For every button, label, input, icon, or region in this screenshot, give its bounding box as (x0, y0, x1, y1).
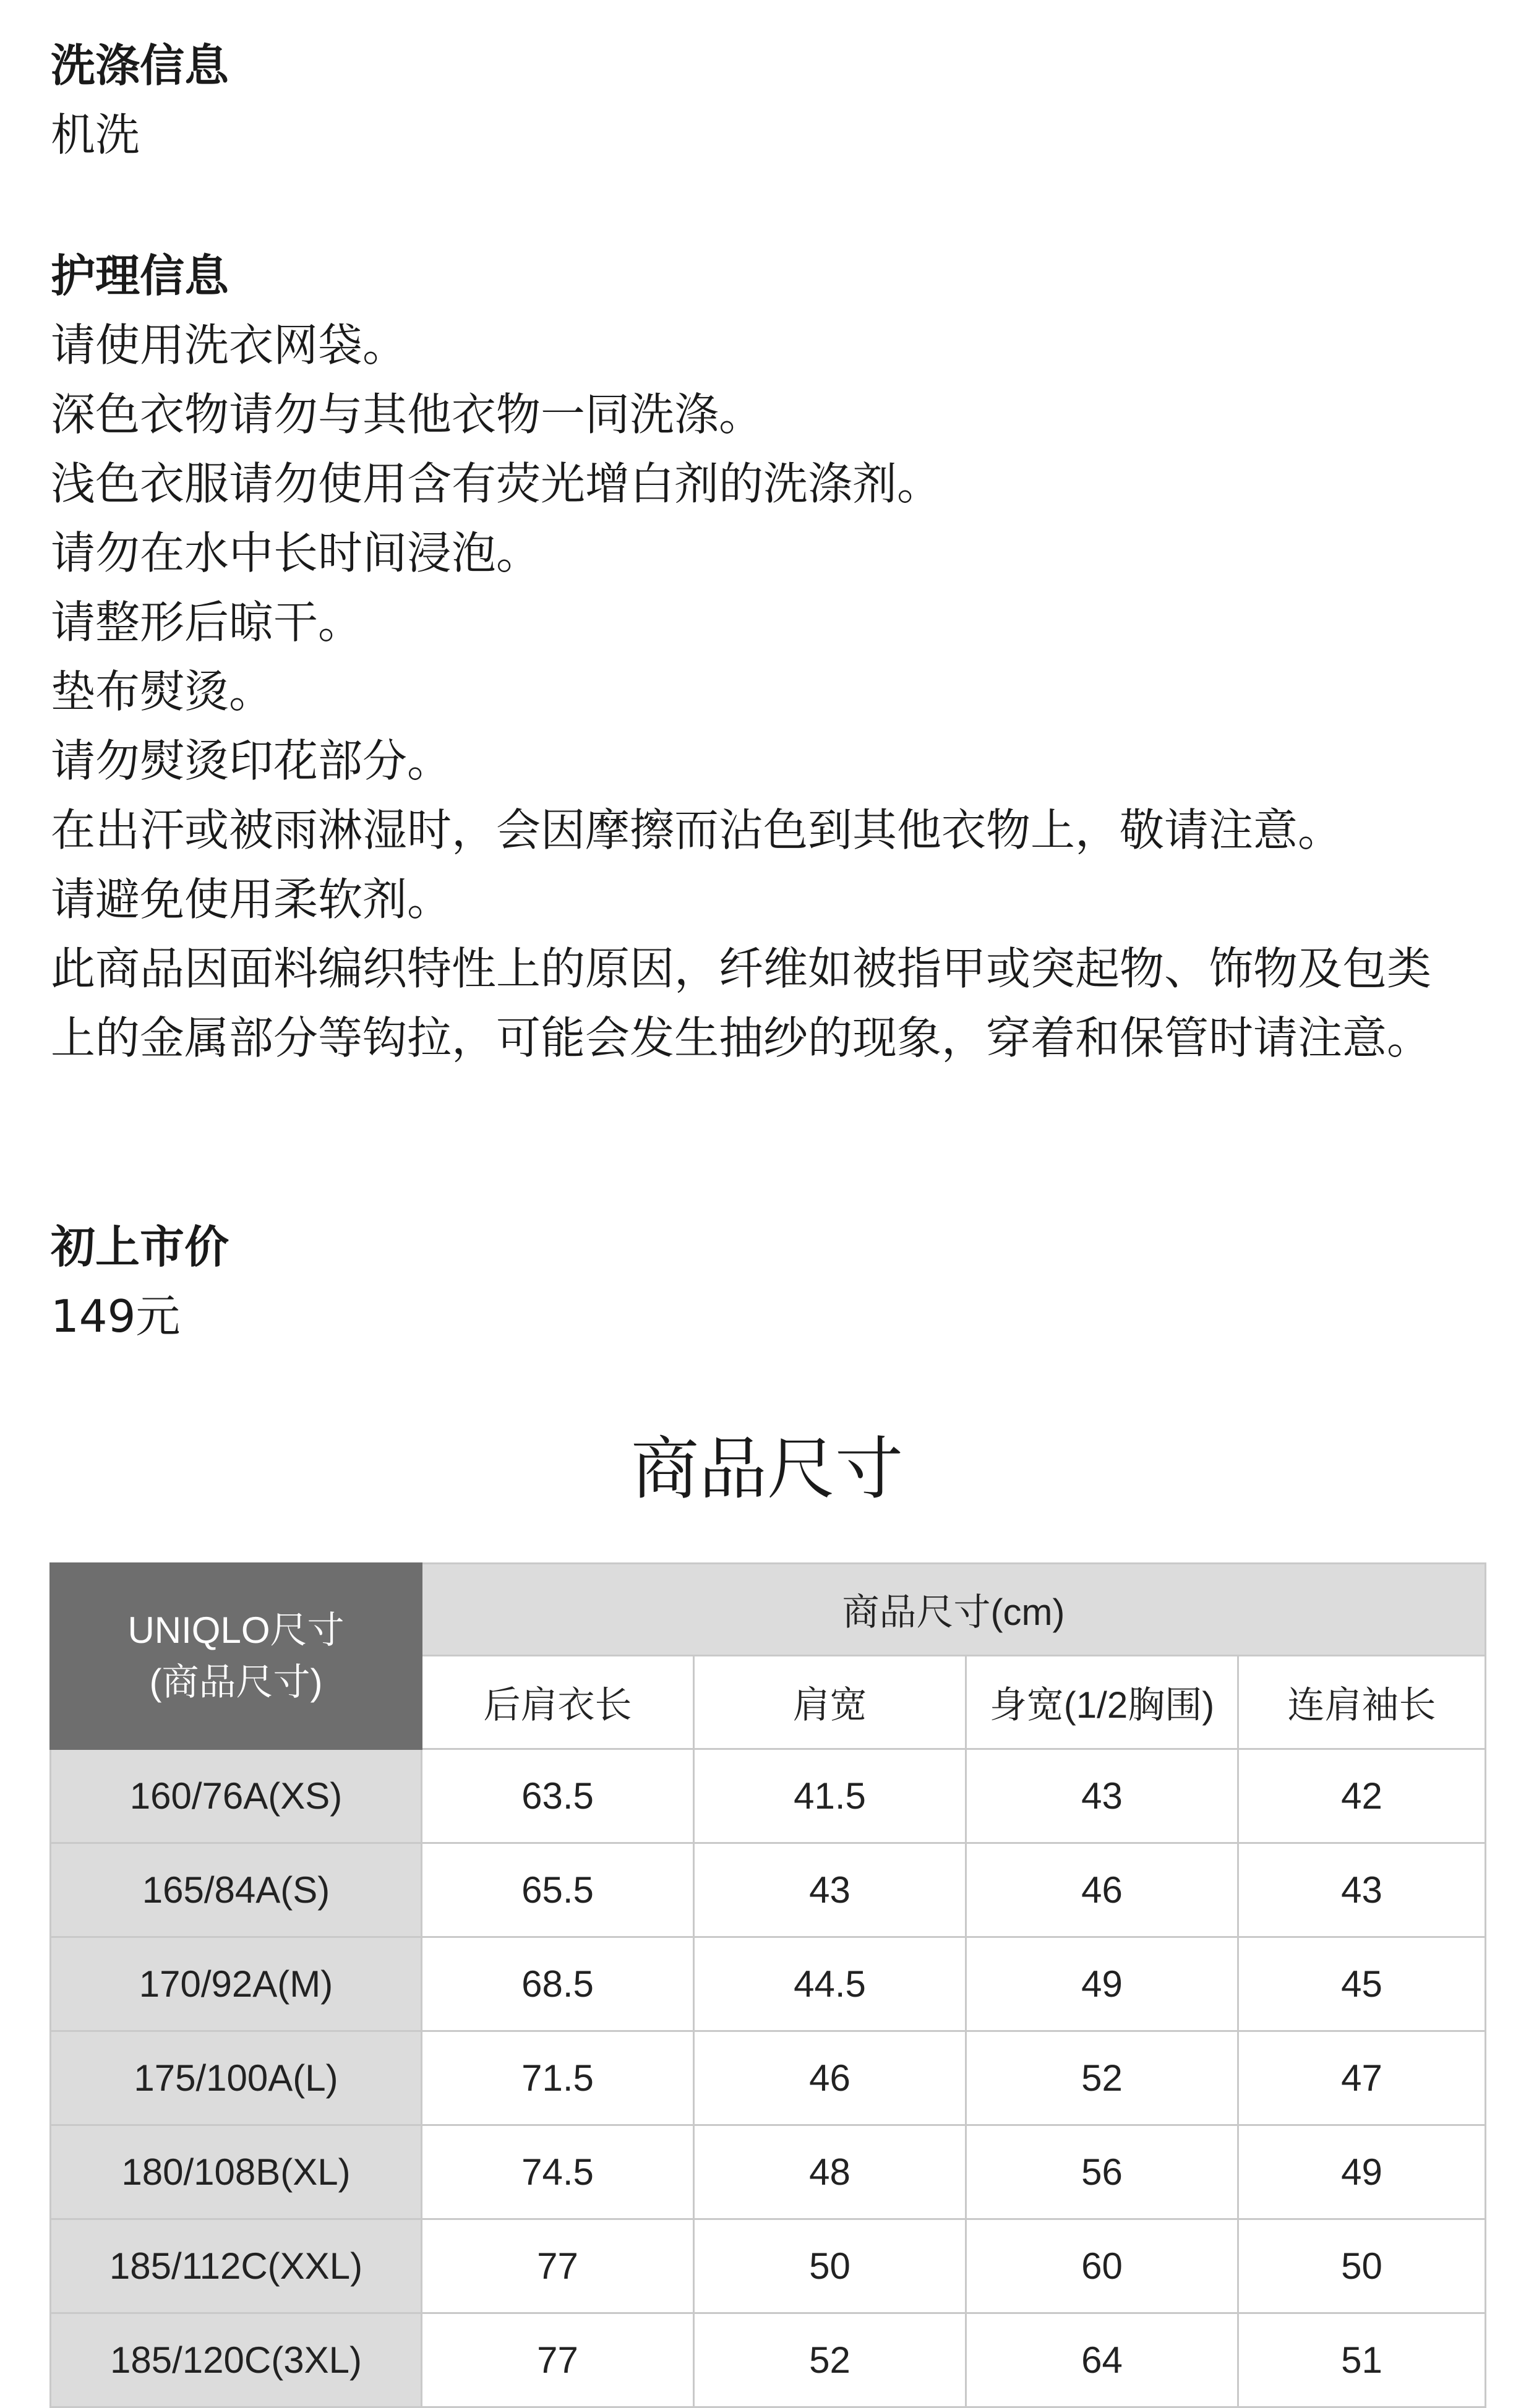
care-section (51, 241, 1483, 1073)
table-cell: 52 (694, 2313, 966, 2407)
table-cell: 46 (966, 1843, 1238, 1937)
care-line: 请整形后晾干。 (51, 596, 363, 648)
table-cell: 44.5 (694, 1937, 966, 2031)
size-label: 160/76A(XS) (51, 1749, 422, 1843)
table-cell: 43 (694, 1843, 966, 1937)
size-header-line-2: (商品尺寸) (149, 1661, 323, 1703)
price-section (51, 1212, 1483, 1351)
price-value: 149元 (51, 1290, 181, 1342)
table-row (51, 2125, 1486, 2219)
column-header: 连肩袖长 (1238, 1656, 1486, 1749)
care-line: 此商品因面料编织特性上的原因，纤维如被指甲或突起物、饰物及包类上的金属部分等钩拉，可能会发生抽纱的现象，穿着和保管时请注意。 (51, 943, 1432, 1064)
table-cell: 48 (694, 2125, 966, 2219)
size-label: 185/120C(3XL) (51, 2313, 422, 2407)
size-label: 175/100A(L) (51, 2031, 422, 2125)
care-list (51, 311, 1483, 1073)
table-cell: 41.5 (694, 1749, 966, 1843)
table-cell: 47 (1238, 2031, 1486, 2125)
table-cell: 77 (422, 2313, 694, 2407)
table-cell: 43 (1238, 1843, 1486, 1937)
table-cell: 63.5 (422, 1749, 694, 1843)
table-cell: 74.5 (422, 2125, 694, 2219)
table-cell: 64 (966, 2313, 1238, 2407)
table-row (51, 2031, 1486, 2125)
table-cell: 49 (966, 1937, 1238, 2031)
table-cell: 49 (1238, 2125, 1486, 2219)
table-row (51, 1749, 1486, 1843)
size-chart-table (49, 1562, 1486, 2408)
table-cell: 43 (966, 1749, 1238, 1843)
washing-section (51, 31, 1483, 169)
measurement-group-header: 商品尺寸(cm) (422, 1564, 1486, 1656)
size-chart-heading: 商品尺寸 (631, 1429, 903, 1509)
care-line: 请勿熨烫印花部分。 (51, 735, 452, 787)
table-row (51, 2219, 1486, 2313)
size-label: 185/112C(XXL) (51, 2219, 422, 2313)
care-line: 浅色衣服请勿使用含有荧光增白剂的洗涤剂。 (51, 458, 942, 510)
price-title: 初上市价 (51, 1221, 229, 1273)
column-header: 后肩衣长 (422, 1656, 694, 1749)
care-line: 请勿在水中长时间浸泡。 (51, 527, 541, 579)
care-line: 深色衣物请勿与其他衣物一同洗涤。 (51, 388, 764, 440)
table-cell: 50 (1238, 2219, 1486, 2313)
care-line: 请避免使用柔软剂。 (51, 873, 452, 925)
washing-title: 洗涤信息 (51, 40, 229, 92)
table-cell: 42 (1238, 1749, 1486, 1843)
table-cell: 46 (694, 2031, 966, 2125)
table-cell: 51 (1238, 2313, 1486, 2407)
size-label: 170/92A(M) (51, 1937, 422, 2031)
care-line: 请使用洗衣网袋。 (51, 319, 408, 371)
table-cell: 45 (1238, 1937, 1486, 2031)
care-line: 垫布熨烫。 (51, 666, 274, 718)
care-line: 在出汗或被雨淋湿时，会因摩擦而沾色到其他衣物上，敬请注意。 (51, 804, 1343, 856)
table-row (51, 1843, 1486, 1937)
column-header: 肩宽 (694, 1656, 966, 1749)
column-header: 身宽(1/2胸围) (966, 1656, 1238, 1749)
table-row (51, 1937, 1486, 2031)
size-header-line-1: UNIQLO尺寸 (127, 1609, 345, 1651)
table-cell: 52 (966, 2031, 1238, 2125)
size-label: 165/84A(S) (51, 1843, 422, 1937)
table-cell: 60 (966, 2219, 1238, 2313)
table-cell: 77 (422, 2219, 694, 2313)
table-cell: 71.5 (422, 2031, 694, 2125)
washing-text: 机洗 (51, 109, 140, 161)
table-cell: 65.5 (422, 1843, 694, 1937)
care-title: 护理信息 (51, 250, 229, 302)
table-cell: 56 (966, 2125, 1238, 2219)
size-header-cell (51, 1564, 422, 1749)
table-cell: 68.5 (422, 1937, 694, 2031)
table-cell: 50 (694, 2219, 966, 2313)
table-row (51, 2313, 1486, 2407)
size-label: 180/108B(XL) (51, 2125, 422, 2219)
